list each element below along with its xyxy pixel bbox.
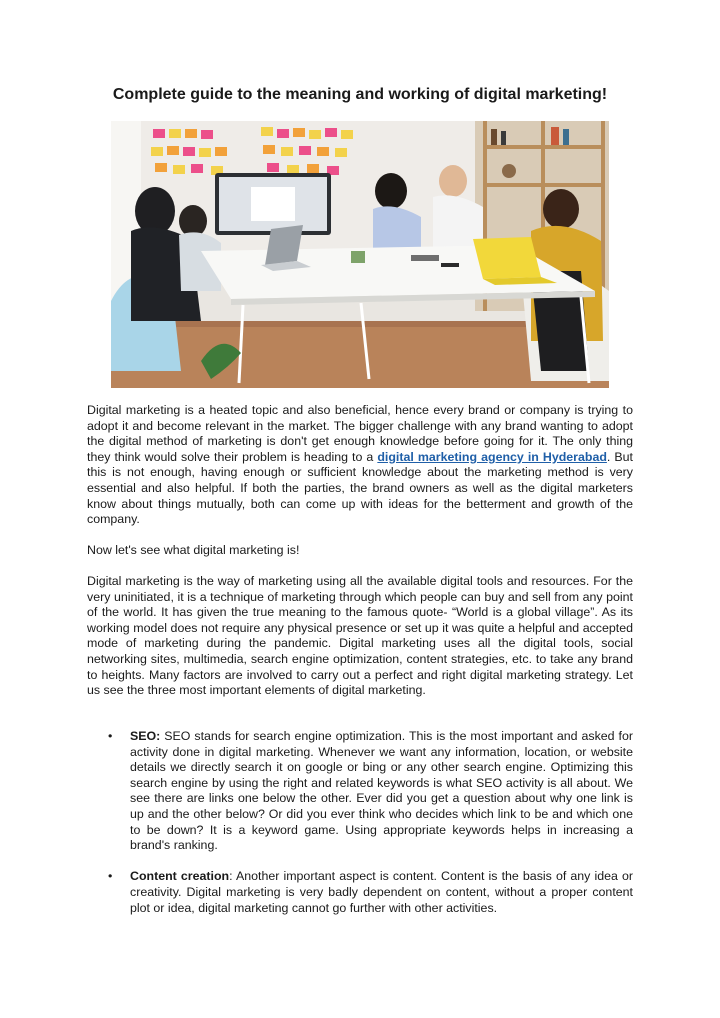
agency-link[interactable]: digital marketing agency in Hyderabad (377, 449, 607, 464)
list-item-seo (87, 729, 633, 854)
bullet-text: : Another important aspect is content. Content is the basis of any idea or creativity. Digital marketing is very badly dependent on content, without a proper content plot or idea, digital marketing cannot go further with other activities. (130, 869, 633, 915)
bullet-marker: • (108, 869, 113, 884)
bullet-term: SEO: (130, 729, 161, 743)
intro-text-after-link: . But this is not enough, having enough or sufficient knowledge about the marketing method is very essential and also helpful. If both the parties, the brand owners as well as the digital marketers know about things mutually, both can come up with ideas for the betterment and growth of the company. (87, 449, 633, 527)
page-title: Complete guide to the meaning and working of digital marketing! (112, 86, 608, 103)
bullet-marker: • (108, 729, 113, 743)
intro-paragraph (87, 403, 633, 528)
definition-paragraph: Digital marketing is the way of marketing using all the available digital tools and resources. For the very uninitiated, it is a technique of marketing through which people can buy and sell from any point of the world. It has given the true meaning to the famous quote- “World is a global village”. As its working model does not require any physical presence or set up it was quite a helpful and accepted mode of marketing during the pandemic. Digital marketing uses all the digital tools, social networking sites, multimedia, search engine optimization, content strategies, etc. to take any brand to heights. Many factors are involved to carry out a perfect and right digital marketing strategy. Let us see the three most important elements of digital marketing. (87, 574, 633, 698)
bullet-term: Content creation (130, 869, 230, 884)
bullet-text: SEO stands for search engine optimization. This is the most important and asked for activity done in digital marketing. Whenever we want any information, location, or website details we directly search it on google or bing or any other search engine. Optimizing this search engine by using the right and related keywords is what SEO activity is all about. We see there are links one below the other. Ever did you get a question about why one link is up and the other below? Or did you ever think who decides which link to be and which one to be down? It is a keyword game. Using appropriate keywords helps in increasing a brand's ranking. (130, 729, 633, 853)
list-item-content-creation (87, 869, 633, 916)
intro-text-before-link: Digital marketing is a heated topic and also beneficial, hence every brand or company is trying to adopt it and become relevant in the market. The bigger challenge with any brand wanting to adopt the digital method of marketing is don't get enough knowledge before going for it. The only thing they think would solve their problem is heading to a (87, 403, 633, 464)
office-meeting-photo (111, 121, 609, 388)
transition-paragraph: Now let's see what digital marketing is! (87, 543, 300, 557)
photo-illustration (111, 121, 609, 388)
elements-list (87, 729, 633, 932)
